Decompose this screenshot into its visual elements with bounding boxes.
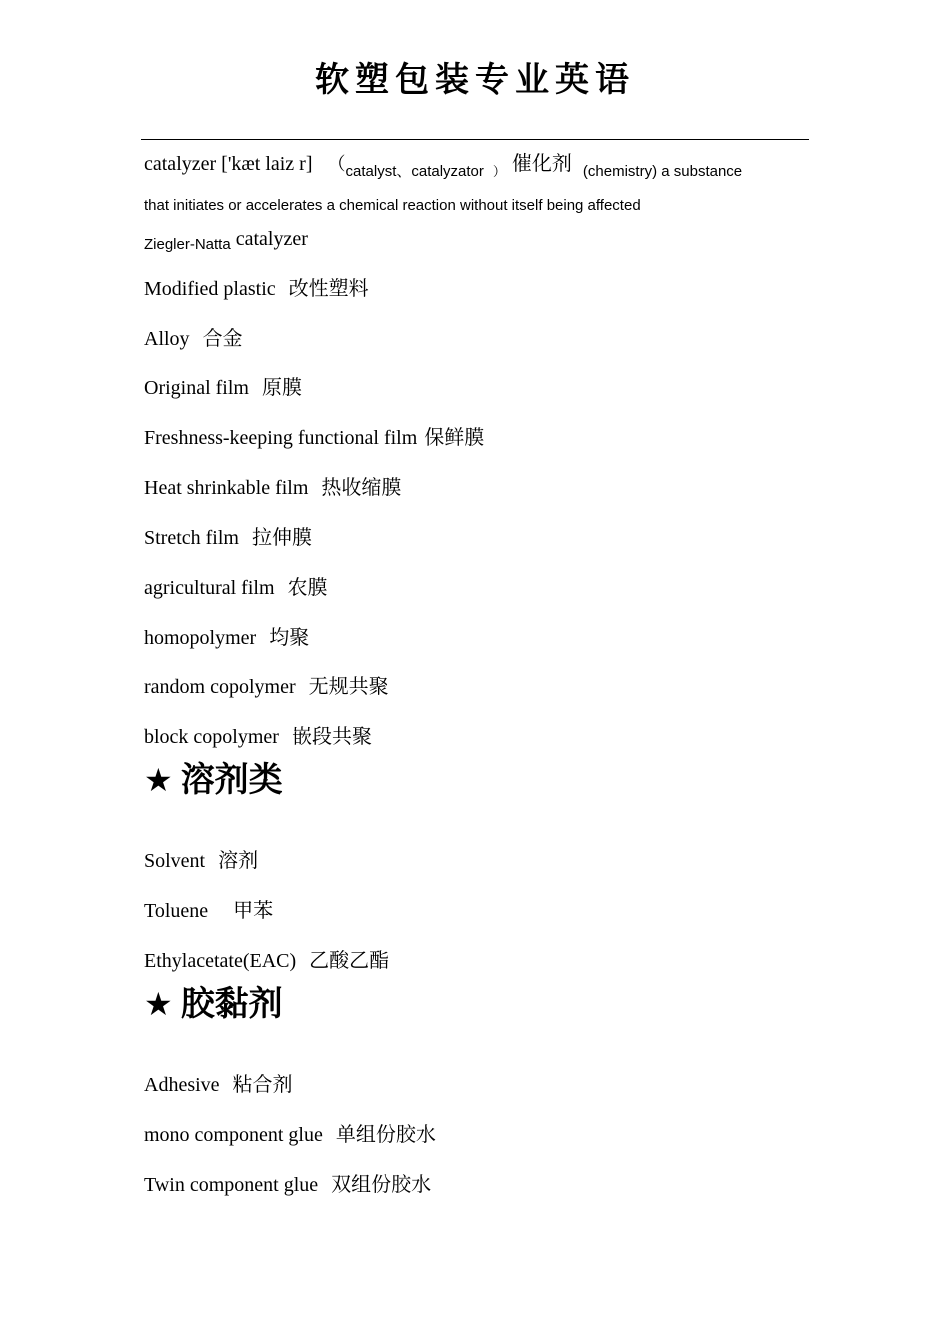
term-en: Solvent: [144, 850, 206, 872]
term-entry: [144, 898, 273, 923]
title-divider: [141, 139, 809, 140]
term-en: mono component glue: [144, 1124, 323, 1146]
term-entry: [144, 625, 309, 650]
term-en: Modified plastic: [144, 278, 276, 300]
catalyzer-example: [144, 227, 308, 253]
term-entry: [144, 1172, 431, 1197]
term-zh: 拉伸膜: [251, 525, 312, 549]
term-en: Alloy: [144, 328, 190, 350]
term-zh: 合金: [202, 326, 243, 350]
term-en: Original film: [144, 377, 249, 399]
term-en: agricultural film: [144, 577, 275, 599]
section-heading-text: 溶剂类: [180, 760, 283, 800]
star-icon: ★: [144, 761, 173, 799]
term-entry: [144, 848, 258, 873]
term-en: Adhesive: [144, 1074, 220, 1096]
term-zh: 农膜: [287, 575, 328, 599]
term-entry: [144, 674, 389, 699]
catalyzer-term: catalyzer ['kæt laiz r]: [144, 153, 313, 175]
term-entry: [144, 724, 372, 749]
term-zh: 乙酸乙酯: [309, 948, 390, 972]
term-entry: [144, 948, 389, 973]
term-entry: [144, 375, 302, 400]
catalyzer-definition-cont: that initiates or accelerates a chemical reaction without itself being affected: [144, 197, 641, 214]
term-zh: 保鲜膜: [424, 425, 485, 449]
star-icon: ★: [144, 985, 173, 1023]
term-zh: 无规共聚: [308, 674, 389, 698]
term-zh: 热收缩膜: [321, 475, 402, 499]
example-term: catalyzer: [235, 228, 308, 250]
catalyzer-zh: 催化剂: [511, 151, 572, 175]
section-heading-text: 胶黏剂: [180, 984, 283, 1024]
term-zh: 甲苯: [233, 898, 274, 922]
term-entry: [144, 326, 243, 351]
term-entry: [144, 525, 312, 550]
catalyzer-definition: (chemistry) a substance: [582, 163, 743, 180]
term-en: Stretch film: [144, 527, 239, 549]
term-entry: [144, 1122, 436, 1147]
term-entry: [144, 575, 328, 600]
open-paren: （: [327, 154, 346, 175]
term-zh: 原膜: [261, 375, 302, 399]
term-en: homopolymer: [144, 627, 257, 649]
term-en: Twin component glue: [144, 1174, 319, 1196]
term-entry: [144, 1072, 293, 1097]
page-title: 软塑包装专业英语: [315, 60, 635, 100]
term-zh: 单组份胶水: [335, 1122, 436, 1146]
term-entry: [144, 475, 401, 500]
term-entry: [144, 425, 484, 450]
term-en: block copolymer: [144, 726, 279, 748]
term-zh: 改性塑料: [288, 276, 369, 300]
catalyzer-synonyms: catalyst、catalyzator: [345, 163, 484, 180]
section-heading-adhesives: [144, 984, 283, 1024]
term-en: random copolymer: [144, 676, 296, 698]
close-paren: ）: [492, 165, 506, 180]
catalyzer-entry: [144, 151, 742, 179]
example-prefix: Ziegler-Natta: [144, 236, 231, 253]
term-zh: 双组份胶水: [331, 1172, 432, 1196]
section-heading-solvents: [144, 760, 283, 800]
term-zh: 嵌段共聚: [291, 724, 372, 748]
term-zh: 粘合剂: [232, 1072, 293, 1096]
term-entry: [144, 276, 369, 301]
term-en: Freshness-keeping functional film: [144, 427, 418, 449]
term-zh: 溶剂: [218, 848, 259, 872]
term-en: Heat shrinkable film: [144, 477, 309, 499]
term-zh: 均聚: [269, 625, 310, 649]
term-en: Ethylacetate(EAC): [144, 950, 297, 972]
term-en: Toluene: [144, 900, 209, 922]
